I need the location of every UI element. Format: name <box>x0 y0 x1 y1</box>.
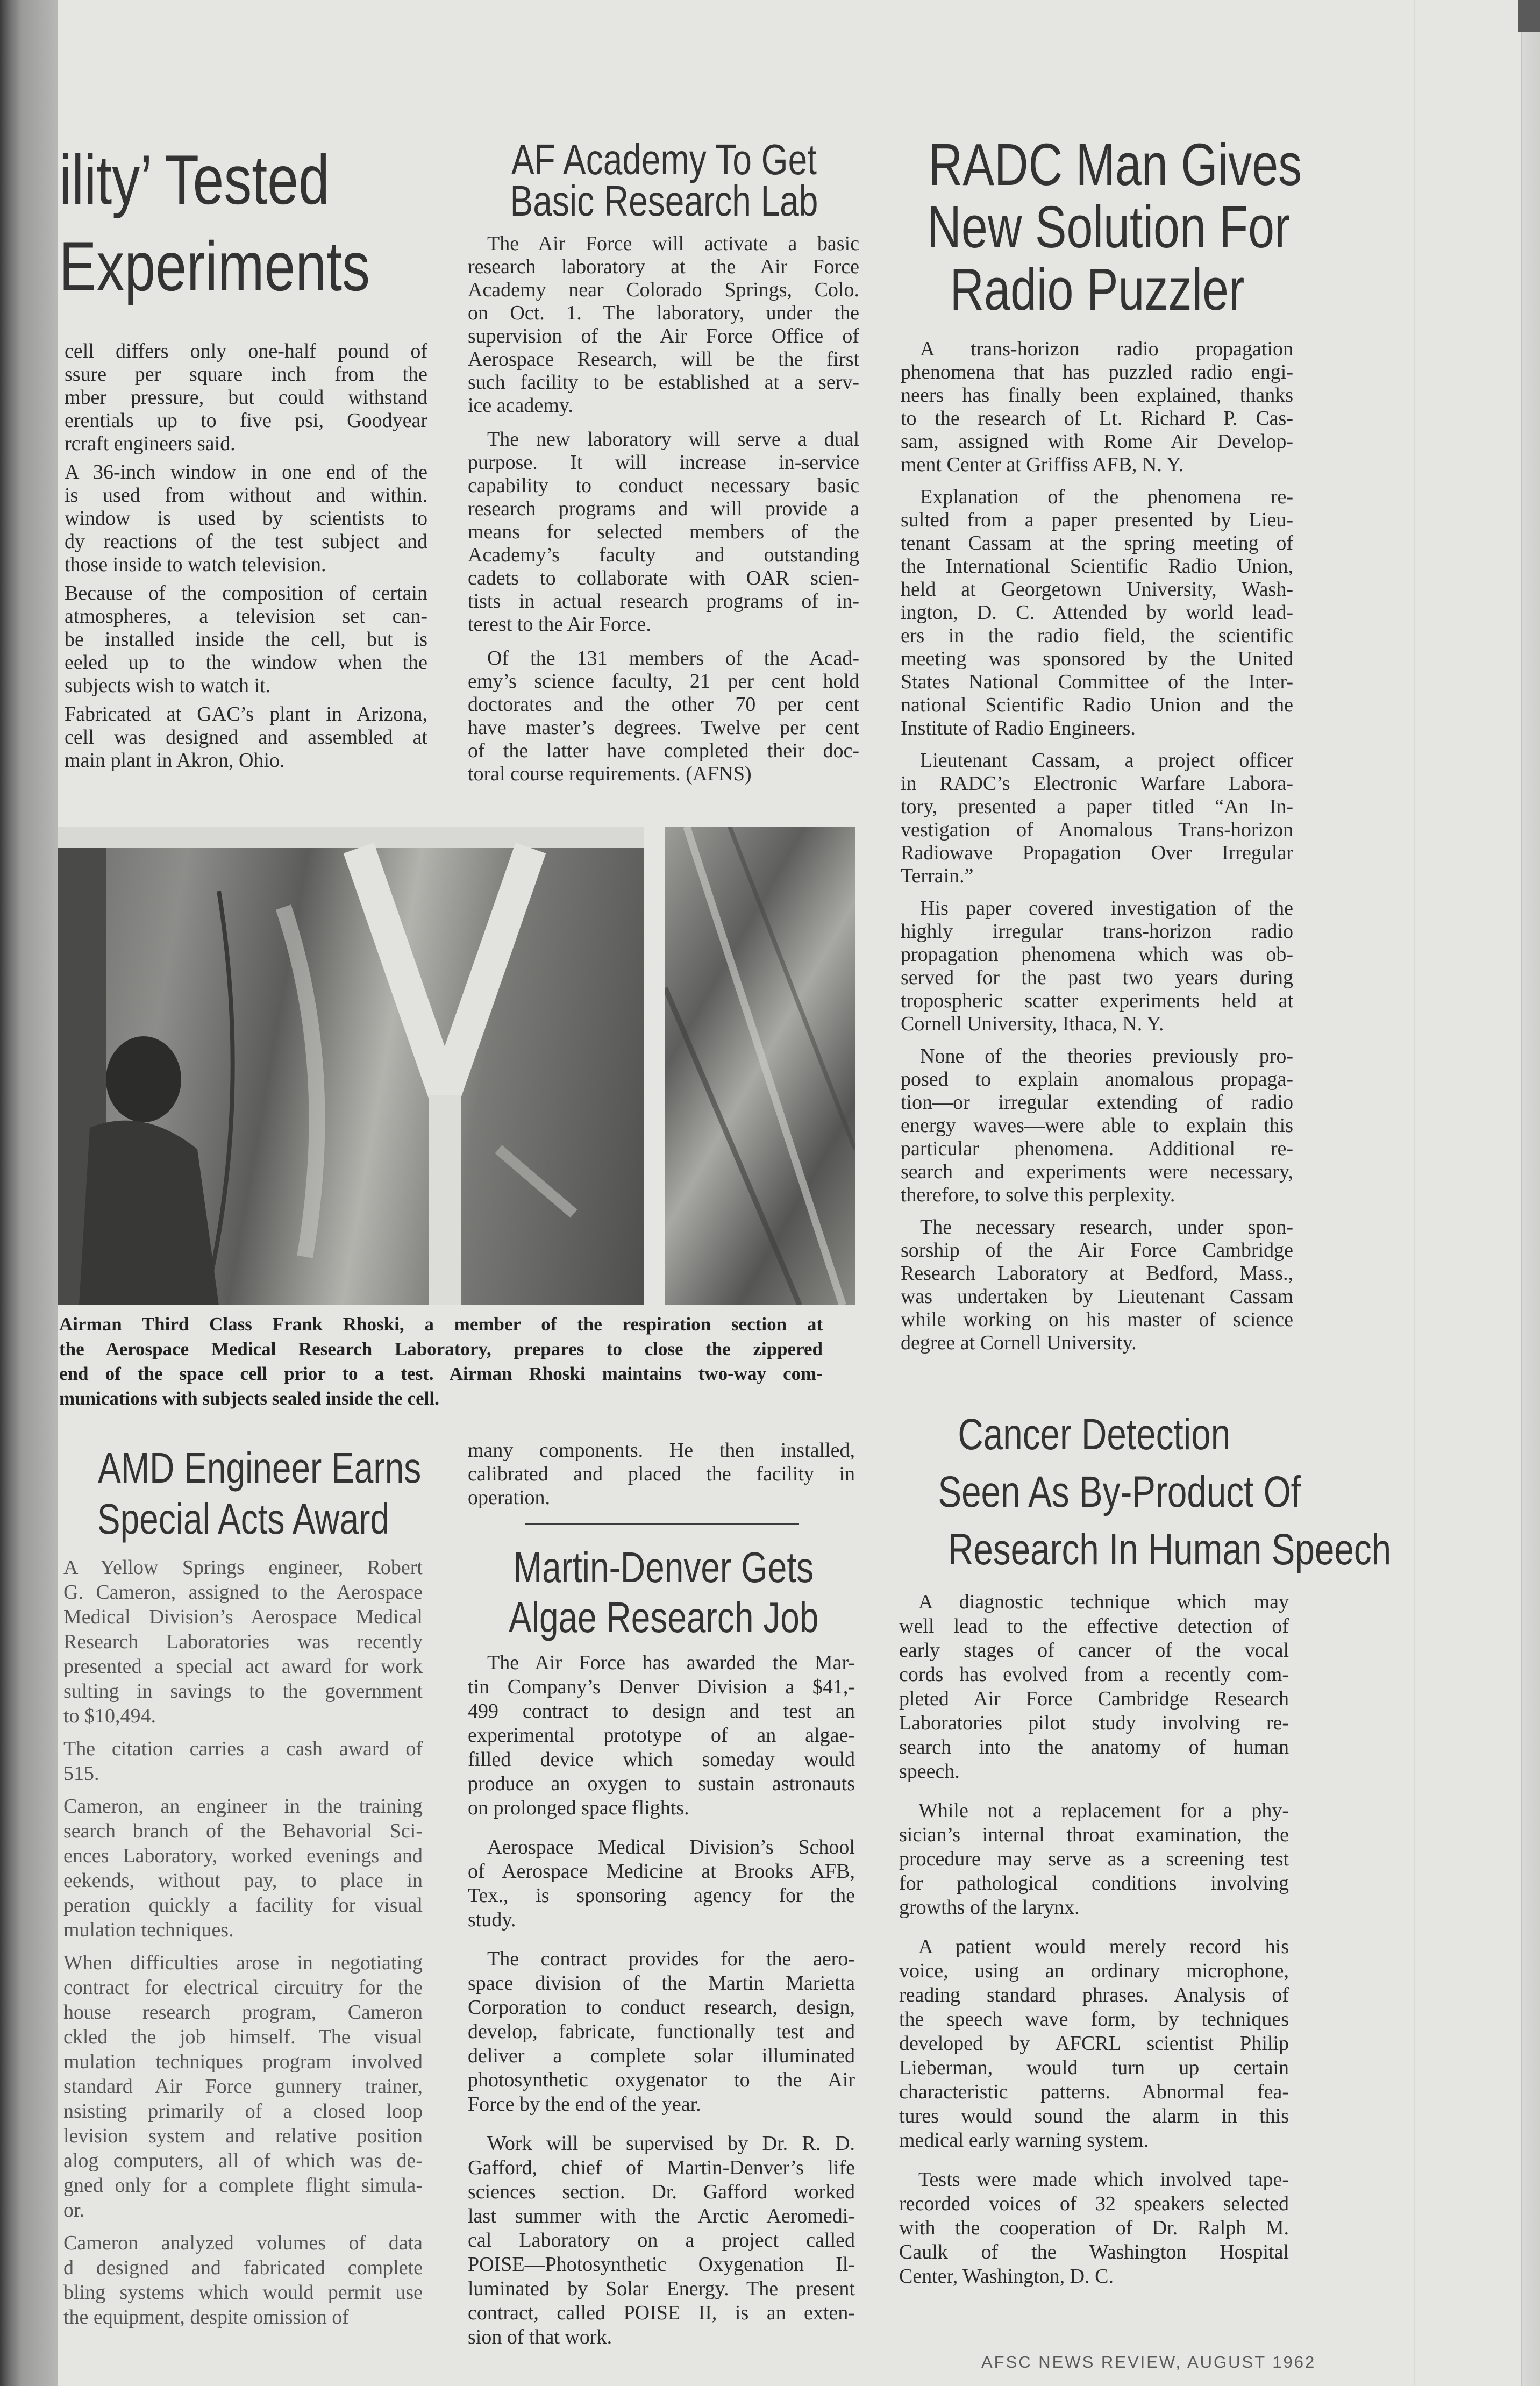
text-line: sulted from a paper presented by Lieu- <box>901 509 1293 531</box>
text-line: ment Center at Griffiss AFB, N. Y. <box>901 453 1184 476</box>
paragraph <box>468 1835 855 1932</box>
text-line: tists in actual research programs of in- <box>468 590 859 612</box>
text-line: Center, Washington, D. C. <box>899 2265 1114 2288</box>
text-line: energy waves—were able to explain this <box>901 1114 1293 1137</box>
text-line: Academy near Colorado Springs, Colo. <box>468 279 859 301</box>
text-line: purpose. It will increase in-service <box>468 451 859 474</box>
text-line: operation. <box>468 1486 551 1509</box>
headline-line: Basic Research Lab <box>510 177 818 225</box>
paragraph <box>65 340 427 455</box>
text-line: peration quickly a facility for visual <box>63 1894 423 1917</box>
text-line: gned only for a complete flight simula- <box>63 2174 423 2197</box>
paragraph <box>63 1794 423 1942</box>
text-line: be installed inside the cell, but is <box>65 628 427 651</box>
text-line: d designed and fabricated complete <box>63 2256 423 2279</box>
paragraph <box>899 1799 1289 1920</box>
text-line: main plant in Akron, Ohio. <box>65 749 285 772</box>
article-body-martin <box>468 1651 855 2349</box>
text-line: Aerospace Medical Division’s School <box>487 1836 855 1858</box>
text-line: to $10,494. <box>63 1705 156 1727</box>
text-line: When difficulties arose in negotiating <box>63 1951 423 1974</box>
page-footer: AFSC NEWS REVIEW, AUGUST 1962 <box>981 2353 1316 2371</box>
text-line: atmospheres, a television set can- <box>65 605 427 628</box>
text-line: cords has evolved from a recently com- <box>899 1663 1289 1686</box>
photo-space-cell <box>58 827 644 1305</box>
text-line: Airman Third Class Frank Rhoski, a member of the respiration section at <box>59 1314 823 1335</box>
text-line: the speech wave form, by techniques <box>899 2008 1289 2031</box>
text-line: Caulk of the Washington Hospital <box>899 2241 1289 2263</box>
text-line: Explanation of the phenomena re- <box>920 486 1293 508</box>
headline-line: Seen As By-Product Of <box>938 1468 1301 1516</box>
headline-line: New Solution For <box>927 194 1291 260</box>
paragraph <box>468 232 859 417</box>
text-line: Laboratories pilot study involving re- <box>899 1712 1289 1734</box>
text-line: early stages of cancer of the vocal <box>899 1639 1289 1662</box>
paragraph <box>468 2132 855 2349</box>
text-line: sciences section. Dr. Gafford worked <box>468 2181 855 2203</box>
text-line: bling systems which would permit use <box>63 2281 423 2304</box>
text-line: Cornell University, Ithaca, N. Y. <box>901 1013 1164 1035</box>
text-line: cadets to collaborate with OAR scien- <box>468 567 859 589</box>
text-line: eekends, without pay, to place in <box>63 1869 423 1892</box>
text-line: cal Laboratory on a project called <box>468 2229 855 2252</box>
text-line: Tests were made which involved tape- <box>918 2168 1289 2191</box>
text-line: Gafford, chief of Martin-Denver’s life <box>468 2156 855 2179</box>
text-line: developed by AFCRL scientist Philip <box>899 2032 1289 2055</box>
text-line: A 36-inch window in one end of the <box>65 461 427 483</box>
text-line: While not a replacement for a phy- <box>918 1799 1289 1822</box>
headline-line: Special Acts Award <box>97 1495 389 1543</box>
paragraph <box>65 582 427 697</box>
headline-cancer-detection <box>893 1406 1392 1578</box>
text-line: The necessary research, under spon- <box>920 1216 1293 1238</box>
article-continuation-amd <box>468 1438 855 1509</box>
text-line: sician’s internal throat examination, the <box>899 1824 1289 1846</box>
text-line: capability to conduct necessary basic <box>468 474 859 497</box>
text-line: in RADC’s Electronic Warfare Labora- <box>901 772 1293 795</box>
scan-left-edge <box>0 0 58 2386</box>
text-line: 499 contract to design and test an <box>468 1700 855 1722</box>
paragraph <box>901 749 1293 888</box>
text-line: growths of the larynx. <box>899 1896 1080 1919</box>
text-line: study. <box>468 1908 516 1931</box>
text-line: terest to the Air Force. <box>468 613 651 636</box>
text-line: develop, fabricate, functionally test and <box>468 2020 855 2043</box>
paragraph <box>901 897 1293 1036</box>
paragraph <box>468 428 859 636</box>
text-line: is used from without and within. <box>65 484 427 507</box>
text-line: sorship of the Air Force Cambridge <box>901 1239 1293 1262</box>
text-line: search and experiments were necessary, <box>901 1160 1293 1183</box>
text-line: Work will be supervised by Dr. R. D. <box>487 2132 855 2155</box>
text-line: The citation carries a cash award of <box>63 1737 423 1760</box>
photo-space-cell-detail <box>665 827 855 1305</box>
text-line: for pathological conditions involving <box>899 1872 1289 1894</box>
text-line: Because of the composition of certain <box>65 582 427 604</box>
text-line: presented a special act award for work <box>63 1655 423 1678</box>
text-line: eeled up to the window when the <box>65 651 427 674</box>
text-line: Cameron analyzed volumes of data <box>63 2232 423 2254</box>
text-line: window is used by scientists to <box>65 507 427 530</box>
text-line: while working on his master of science <box>901 1308 1293 1331</box>
text-line: on prolonged space flights. <box>468 1797 689 1819</box>
photo-detail-image <box>665 827 855 1305</box>
headline-radc <box>882 134 1312 321</box>
text-line: rcraft engineers said. <box>65 432 236 455</box>
paragraph <box>63 2231 423 2330</box>
paragraph <box>901 1045 1293 1207</box>
text-line: Terrain.” <box>901 865 974 887</box>
headline-line: AF Academy To Get <box>511 136 817 183</box>
text-line: dy reactions of the test subject and <box>65 530 427 553</box>
text-line: ers in the radio field, the scientific <box>901 624 1293 647</box>
paragraph <box>59 1312 823 1411</box>
paragraph <box>65 461 427 576</box>
text-line: or. <box>63 2199 85 2221</box>
text-line: house research program, Cameron <box>63 2001 423 2024</box>
text-line: tropospheric scatter experiments held at <box>901 989 1293 1012</box>
text-line: The Air Force has awarded the Mar- <box>487 1651 855 1674</box>
text-line: Lieberman, would turn up certain <box>899 2056 1289 2079</box>
text-line: therefore, to solve this perplexity. <box>901 1184 1175 1206</box>
text-line: on Oct. 1. The laboratory, under the <box>468 302 859 324</box>
text-line: The contract provides for the aero- <box>487 1948 855 1970</box>
text-line: Cameron, an engineer in the training <box>63 1795 423 1818</box>
text-line: reading standard phrases. Analysis of <box>899 1984 1289 2006</box>
text-line: ences Laboratory, worked evenings and <box>63 1844 423 1867</box>
headline-line: RADC Man Gives <box>928 132 1302 198</box>
text-line: have master’s degrees. Twelve per cent <box>468 716 859 739</box>
text-line: contract for electrical circuitry for the <box>63 1976 423 1999</box>
paragraph <box>899 1590 1289 1784</box>
text-line: mber pressure, but could withstand <box>65 386 427 409</box>
text-line: munications with subjects sealed inside the cell. <box>59 1388 439 1409</box>
text-line: tion—or irregular extending of radio <box>901 1091 1293 1114</box>
text-line: POISE—Photosynthetic Oxygenation Il- <box>468 2253 855 2276</box>
text-line: Radiowave Propagation Over Irregular <box>901 842 1293 864</box>
text-line: tin Company’s Denver Division a $41,- <box>468 1676 855 1698</box>
text-line: mulation techniques program involved <box>63 2050 423 2073</box>
text-line: luminated by Solar Energy. The present <box>468 2277 855 2300</box>
text-line: held at Georgetown University, Wash- <box>901 578 1293 601</box>
headline-line: Research In Human Speech <box>948 1525 1392 1574</box>
text-line: meeting was sponsored by the United <box>901 647 1293 670</box>
text-line: vestigation of Anomalous Trans-horizon <box>901 818 1293 841</box>
text-line: search into the anatomy of human <box>899 1736 1289 1758</box>
text-line: propagation phenomena which was ob- <box>901 943 1293 966</box>
paragraph <box>63 1950 423 2223</box>
text-line: characteristic patterns. Abnormal fea- <box>899 2081 1289 2103</box>
photo-caption <box>59 1312 823 1411</box>
text-line: highly irregular trans-horizon radio <box>901 920 1293 943</box>
text-line: States National Committee of the Inter- <box>901 671 1293 693</box>
text-line: His paper covered investigation of the <box>920 897 1293 920</box>
text-line: neers has finally been explained, thanks <box>901 384 1293 407</box>
text-line: the equipment, despite omission of <box>63 2306 349 2328</box>
text-line: such facility to be established at a serv- <box>468 371 859 394</box>
article-body-cancer <box>899 1590 1289 2289</box>
headline-amd-engineer <box>58 1442 429 1544</box>
text-line: contract, called POISE II, is an exten- <box>468 2302 855 2324</box>
text-line: alog computers, all of which was de- <box>63 2149 423 2172</box>
text-line: those inside to watch television. <box>65 553 326 576</box>
paragraph <box>63 1736 423 1786</box>
text-line: The new laboratory will serve a dual <box>487 428 859 451</box>
article-body-tested <box>65 340 427 772</box>
text-line: deliver a complete solar illuminated <box>468 2045 855 2067</box>
text-line: the International Scientific Radio Union, <box>901 555 1293 578</box>
text-line: cell differs only one-half pound of <box>65 340 427 362</box>
text-line: of the latter have completed their doc- <box>468 739 859 762</box>
paragraph <box>468 1947 855 2117</box>
scan-corner <box>1518 0 1540 32</box>
headline-line: ility’ Tested <box>59 140 330 219</box>
text-line: means for selected members of the <box>468 521 859 543</box>
text-line: erentials up to five psi, Goodyear <box>65 409 427 432</box>
text-line: cell was designed and assembled at <box>65 726 427 749</box>
text-line: Fabricated at GAC’s plant in Arizona, <box>65 703 427 725</box>
text-line: particular phenomena. Additional re- <box>901 1137 1293 1160</box>
text-line: of Aerospace Medicine at Brooks AFB, <box>468 1860 855 1883</box>
text-line: research programs and will provide a <box>468 497 859 520</box>
text-line: A trans-horizon radio propagation <box>920 338 1293 360</box>
text-line: was undertaken by Lieutenant Cassam <box>901 1285 1293 1308</box>
paragraph <box>901 1216 1293 1355</box>
text-line: toral course requirements. (AFNS) <box>468 763 752 785</box>
text-line: voice, using an ordinary microphone, <box>899 1960 1289 1982</box>
text-line: to the research of Lt. Richard P. Cas- <box>901 407 1293 430</box>
text-line: produce an oxygen to sustain astronauts <box>468 1772 855 1795</box>
text-line: The Air Force will activate a basic <box>487 232 859 255</box>
paragraph <box>468 1651 855 1820</box>
text-line: Research Laboratories was recently <box>63 1630 423 1653</box>
text-line: the Aerospace Medical Research Laboratory, prepares to close the zippered <box>59 1338 823 1359</box>
text-line: speech. <box>899 1760 960 1783</box>
paragraph <box>63 1555 423 1728</box>
headline-line: Martin-Denver Gets <box>513 1543 814 1591</box>
text-line: ckled the job himself. The visual <box>63 2026 423 2048</box>
text-line: ice academy. <box>468 394 573 417</box>
text-line: Tex., is sponsoring agency for the <box>468 1884 855 1907</box>
text-line: posed to explain anomalous propaga- <box>901 1068 1293 1091</box>
text-line: sam, assigned with Rome Air Develop- <box>901 430 1293 453</box>
text-line: emy’s science faculty, 21 per cent hold <box>468 670 859 693</box>
text-line: ssure per square inch from the <box>65 363 427 386</box>
text-line: calibrated and placed the facility in <box>468 1463 855 1485</box>
text-line: Institute of Radio Engineers. <box>901 717 1136 739</box>
paragraph <box>899 2168 1289 2289</box>
text-line: G. Cameron, assigned to the Aerospace <box>63 1581 423 1604</box>
article-body-radc <box>901 338 1293 1355</box>
paragraph <box>899 1935 1289 2153</box>
paragraph <box>901 486 1293 740</box>
text-line: space division of the Martin Marietta <box>468 1972 855 1995</box>
text-line: A patient would merely record his <box>918 1935 1289 1958</box>
text-line: degree at Cornell University. <box>901 1331 1137 1354</box>
text-line: doctorates and the other 70 per cent <box>468 693 859 716</box>
headline-line: AMD Engineer Earns <box>98 1444 422 1492</box>
text-line: last summer with the Arctic Aeromedi- <box>468 2205 855 2227</box>
text-line: 515. <box>63 1762 99 1785</box>
paragraph <box>65 703 427 772</box>
text-line: recorded voices of 32 speakers selected <box>899 2192 1289 2215</box>
text-line: sion of that work. <box>468 2326 612 2348</box>
scan-right-edge <box>1521 0 1540 2386</box>
text-line: phenomena that has puzzled radio engi- <box>901 361 1293 383</box>
text-line: standard Air Force gunnery trainer, <box>63 2075 423 2098</box>
text-line: medical early warning system. <box>899 2129 1149 2152</box>
headline-tested-experiments <box>59 137 448 310</box>
headline-line: Algae Research Job <box>508 1593 819 1641</box>
text-line: photosynthetic oxygenator to the Air <box>468 2069 855 2091</box>
text-line: search branch of the Behavorial Sci- <box>63 1820 423 1842</box>
article-body-amd <box>63 1555 423 2330</box>
text-line: Corporation to conduct research, design, <box>468 1996 855 2019</box>
text-line: Force by the end of the year. <box>468 2093 701 2116</box>
text-line: with the cooperation of Dr. Ralph M. <box>899 2217 1289 2239</box>
text-line: Aerospace Research, will be the first <box>468 348 859 371</box>
text-line: mulation techniques. <box>63 1919 234 1941</box>
paragraph <box>468 1438 855 1509</box>
text-line: Lieutenant Cassam, a project officer <box>920 749 1293 772</box>
text-line: ington, D. C. Attended by world lead- <box>901 601 1293 624</box>
text-line: national Scientific Radio Union and the <box>901 694 1293 716</box>
text-line: served for the past two years during <box>901 966 1293 989</box>
photo-image <box>58 827 644 1305</box>
text-line: well lead to the effective detection of <box>899 1615 1289 1637</box>
paragraph <box>468 647 859 786</box>
text-line: nsisting primarily of a closed loop <box>63 2100 423 2123</box>
text-line: procedure may serve as a screening test <box>899 1848 1289 1870</box>
text-line: supervision of the Air Force Office of <box>468 325 859 347</box>
text-line: many components. He then installed, <box>468 1439 855 1462</box>
headline-martin-denver <box>467 1542 860 1642</box>
text-line: pleted Air Force Cambridge Research <box>899 1687 1289 1710</box>
paragraph <box>901 338 1293 476</box>
text-line: sulting in savings to the government <box>63 1680 423 1703</box>
text-line: end of the space cell prior to a test. Airman Rhoski maintains two-way com- <box>59 1363 823 1384</box>
text-line: A diagnostic technique which may <box>918 1591 1289 1613</box>
text-line: Research Laboratory at Bedford, Mass., <box>901 1262 1293 1285</box>
headline-line: Experiments <box>59 227 370 305</box>
text-line: Academy’s faculty and outstanding <box>468 544 859 566</box>
text-line: A Yellow Springs engineer, Robert <box>63 1556 423 1579</box>
headline-af-academy <box>468 136 860 225</box>
headline-line: Cancer Detection <box>958 1410 1231 1459</box>
text-line: tures would sound the alarm in this <box>899 2105 1289 2127</box>
text-line: research laboratory at the Air Force <box>468 255 859 278</box>
headline-line: Radio Puzzler <box>950 257 1244 323</box>
text-line: Of the 131 members of the Acad- <box>487 647 859 669</box>
text-line: Medical Division’s Aerospace Medical <box>63 1606 423 1628</box>
text-line: subjects wish to watch it. <box>65 674 271 697</box>
text-line: None of the theories previously pro- <box>920 1045 1293 1067</box>
text-line: tory, presented a paper titled “An In- <box>901 795 1293 818</box>
text-line: filled device which someday would <box>468 1748 855 1771</box>
text-line: tenant Cassam at the spring meeting of <box>901 532 1293 554</box>
page-fold-line <box>1414 0 1415 2386</box>
article-body-academy <box>468 232 859 786</box>
article-divider <box>525 1523 799 1525</box>
text-line: experimental prototype of an algae- <box>468 1724 855 1747</box>
text-line: levision system and relative position <box>63 2125 423 2147</box>
